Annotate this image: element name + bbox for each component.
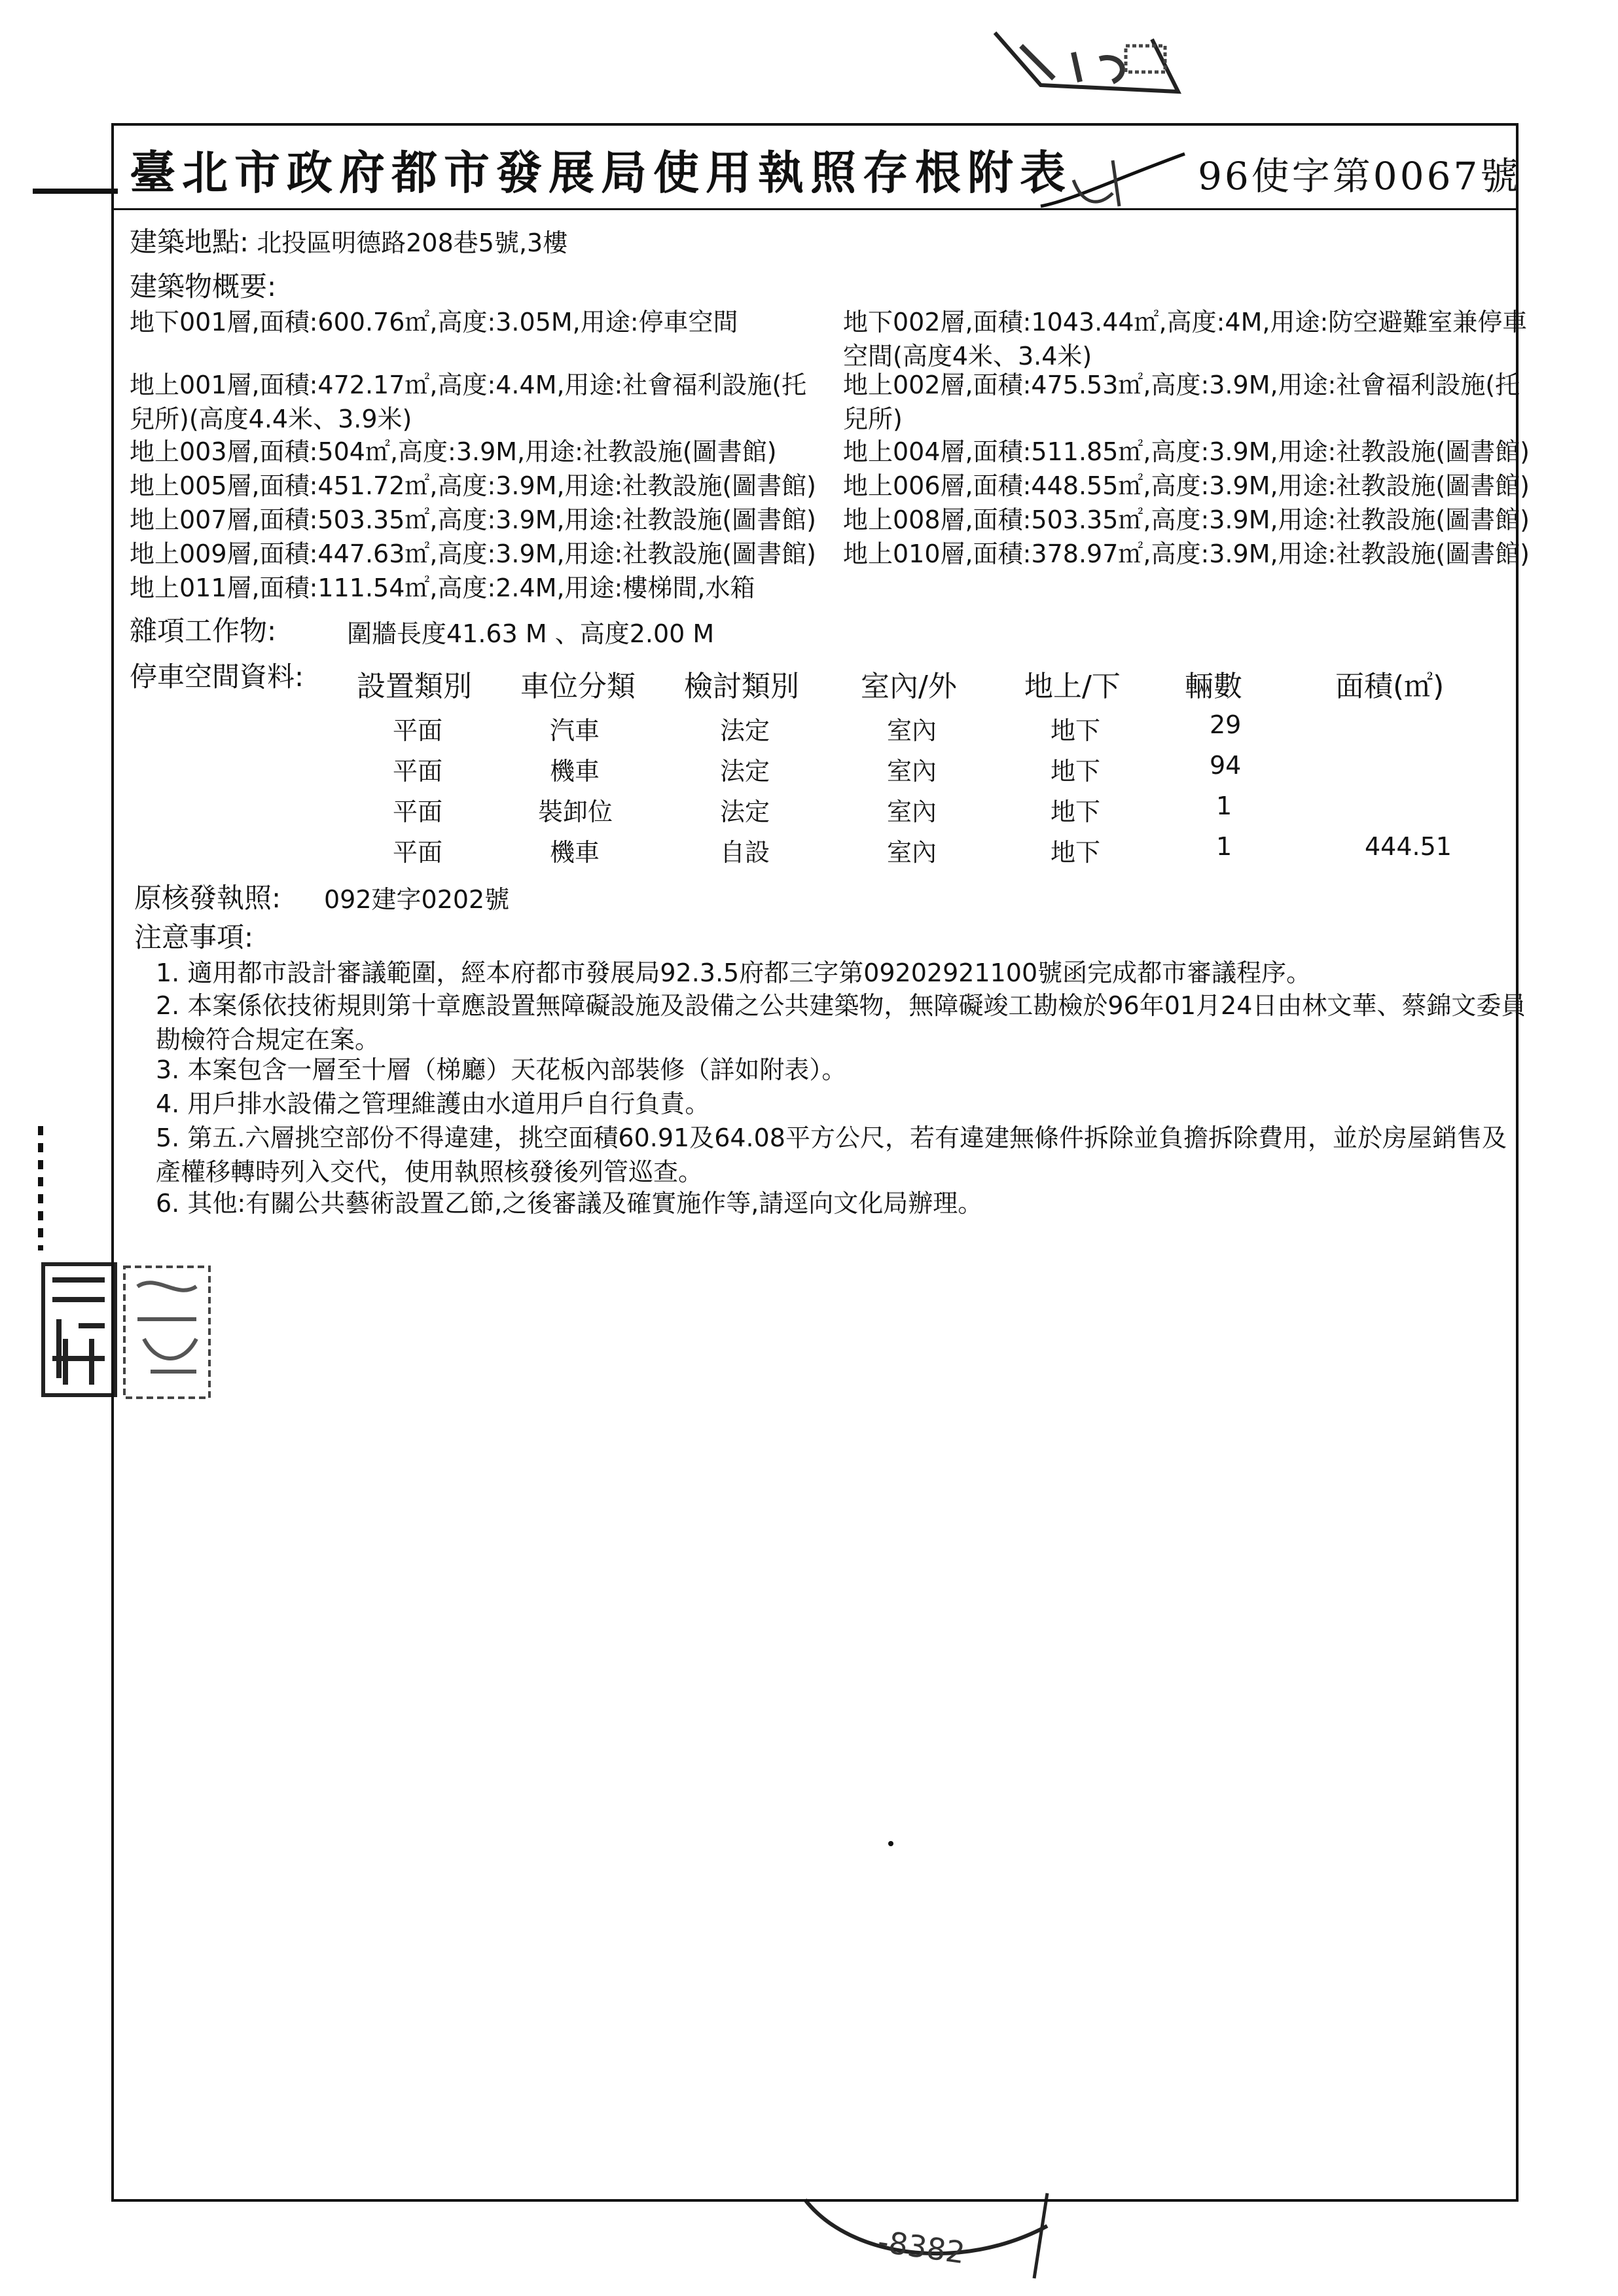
parking-row-3-category: 機車 <box>550 838 600 867</box>
overview-right-0: 地下002層,面積:1043.44㎡,高度:4M,用途:防空避難室兼停車空間(高度4米、3.4米) <box>843 308 1528 371</box>
parking-row-3-type: 平面 <box>393 838 443 867</box>
parking-header-type: 設置類別 <box>357 670 472 703</box>
parking-row-2-level: 地下 <box>1051 797 1101 826</box>
bottom-stamp-mark <box>799 2187 1073 2291</box>
parking-row-1-type: 平面 <box>393 757 443 786</box>
svg-text:-8382: -8382 <box>875 2223 967 2271</box>
parking-row-0-review: 法定 <box>720 716 770 745</box>
parking-label: 停車空間資料: <box>130 661 304 693</box>
note-item: 1. 適用都市設計審議範圍，經本府都市發展局92.3.5府都三字第09202921100號函完成都市審議程序。 <box>156 958 1312 987</box>
parking-row-2-count: 1 <box>1216 792 1232 820</box>
title-signature-mark <box>1034 141 1191 226</box>
parking-header-area: 面積(㎡) <box>1335 670 1445 703</box>
overview-right-1: 地上002層,面積:475.53㎡,高度:3.9M,用途:社會福利設施(托兒所) <box>843 371 1520 433</box>
parking-header-indoor: 室內/外 <box>861 670 957 703</box>
parking-row-0-category: 汽車 <box>550 716 600 745</box>
parking-row-1-indoor: 室內 <box>887 757 937 786</box>
scan-dot <box>888 1841 893 1846</box>
parking-header-category: 車位分類 <box>520 670 636 703</box>
overview-right-4: 地上008層,面積:503.35㎡,高度:3.9M,用途:社教設施(圖書館) <box>843 505 1530 534</box>
overview-right-3: 地上006層,面積:448.55㎡,高度:3.9M,用途:社教設施(圖書館) <box>843 471 1530 500</box>
parking-row-1-count: 94 <box>1210 751 1242 780</box>
overview-right-5: 地上010層,面積:378.97㎡,高度:3.9M,用途:社教設施(圖書館) <box>843 539 1530 568</box>
overview-label: 建築物概要: <box>130 270 277 302</box>
parking-row-2-category: 裝卸位 <box>538 797 613 826</box>
notes-label: 注意事項: <box>134 921 254 953</box>
note-item: 5. 第五.六層挑空部份不得違建，挑空面積60.91及64.08平方公尺，若有違建無條件拆除並負擔拆除費用，並於房屋銷售及產權移轉時列入交代，使用執照核發後列管巡查。 <box>156 1123 1507 1186</box>
note-item: 4. 用戶排水設備之管理維護由水道用戶自行負責。 <box>156 1089 710 1118</box>
overview-left-1: 地上001層,面積:472.17㎡,高度:4.4M,用途:社會福利設施(托兒所)(高度4.4米、3.9米) <box>130 371 807 433</box>
parking-row-3-count: 1 <box>1216 832 1232 861</box>
parking-header-count: 輛數 <box>1185 670 1242 703</box>
permit-number: 96使字第0067號 <box>1198 154 1521 198</box>
overview-left-3: 地上005層,面積:451.72㎡,高度:3.9M,用途:社教設施(圖書館) <box>130 471 817 500</box>
parking-row-1-review: 法定 <box>720 757 770 786</box>
parking-row-2-indoor: 室內 <box>887 797 937 826</box>
left-scan-mark <box>33 189 118 194</box>
top-stamp-mark <box>982 26 1191 98</box>
parking-row-0-count: 29 <box>1210 710 1242 739</box>
misc-label: 雜項工作物: <box>130 615 277 647</box>
parking-header-level: 地上/下 <box>1024 670 1121 703</box>
original-permit-label: 原核發執照: <box>134 882 281 914</box>
misc-value: 圍牆長度41.63 M 、高度2.00 M <box>347 619 715 648</box>
parking-row-3-level: 地下 <box>1051 838 1101 867</box>
original-permit-value: 092建字0202號 <box>324 885 510 914</box>
left-edge-tick <box>38 1126 43 1250</box>
parking-row-1-category: 機車 <box>550 757 600 786</box>
page-title: 臺北市政府都市發展局使用執照存根附表 <box>130 145 1072 200</box>
overview-left-4: 地上007層,面積:503.35㎡,高度:3.9M,用途:社教設施(圖書館) <box>130 505 817 534</box>
parking-header-review: 檢討類別 <box>684 670 799 703</box>
site-value: 北投區明德路208巷5號,3樓 <box>257 228 568 257</box>
parking-row-1-level: 地下 <box>1051 757 1101 786</box>
overview-left-5: 地上009層,面積:447.63㎡,高度:3.9M,用途:社教設施(圖書館) <box>130 539 817 568</box>
overview-left-2: 地上003層,面積:504㎡,高度:3.9M,用途:社教設施(圖書館) <box>130 437 777 466</box>
overview-left-0: 地下001層,面積:600.76㎡,高度:3.05M,用途:停車空間 <box>130 308 738 337</box>
site-row <box>130 225 567 260</box>
parking-row-2-review: 法定 <box>720 797 770 826</box>
note-item: 2. 本案係依技術規則第十章應設置無障礙設施及設備之公共建築物，無障礙竣工勘檢於96年01月24日由林文華、蔡錦文委員勘檢符合規定在案。 <box>156 991 1526 1054</box>
overview-right-2: 地上004層,面積:511.85㎡,高度:3.9M,用途:社教設施(圖書館) <box>843 437 1530 466</box>
overview-left-6: 地上011層,面積:111.54㎡,高度:2.4M,用途:樓梯間,水箱 <box>130 574 755 602</box>
parking-row-3-review: 自設 <box>720 838 770 867</box>
title-divider <box>111 208 1519 210</box>
note-item: 3. 本案包含一層至十層（梯廳）天花板內部裝修（詳如附表）。 <box>156 1055 847 1084</box>
site-label: 建築地點: <box>130 226 249 258</box>
parking-row-3-indoor: 室內 <box>887 838 937 867</box>
parking-row-0-level: 地下 <box>1051 716 1101 745</box>
parking-row-0-type: 平面 <box>393 716 443 745</box>
parking-row-0-indoor: 室內 <box>887 716 937 745</box>
note-item: 6. 其他:有關公共藝術設置乙節,之後審議及確實施作等,請逕向文化局辦理。 <box>156 1189 983 1218</box>
parking-row-2-type: 平面 <box>393 797 443 826</box>
parking-row-3-area: 444.51 <box>1365 832 1452 861</box>
